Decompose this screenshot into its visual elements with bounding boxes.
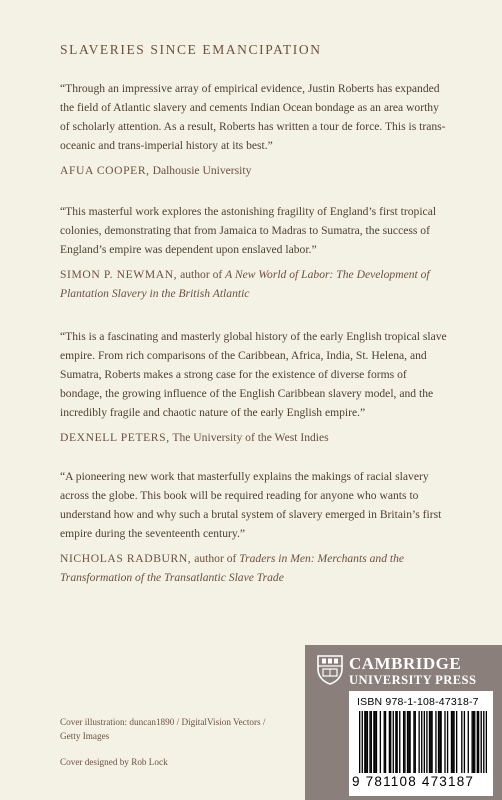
barcode-bars — [359, 711, 487, 773]
blurb-attribution — [60, 265, 450, 303]
barcode-bar — [464, 711, 465, 773]
blurb-attribution — [60, 428, 450, 447]
barcode-bar — [362, 711, 363, 773]
publisher-panel — [305, 645, 502, 800]
barcode-bar — [453, 711, 454, 773]
barcode-bar — [424, 711, 425, 773]
barcode-bar — [371, 711, 372, 773]
blurb-quote: “This is a fascinating and masterly global history of the early English tropical slave empire. From rich comparisons of the Caribbean, Africa, India, St. Helena, and Sumatra, Roberts makes a strong case for the existence of diverse forms of bondage, the growing influence of the English Caribbean slavery model, and the incredibly fragile and chaotic nature of the early English empire.” — [60, 330, 447, 419]
barcode-bar — [395, 711, 396, 773]
barcode-bar — [451, 711, 452, 773]
publisher-subname: UNIVERSITY PRESS — [349, 673, 477, 687]
barcode-bar — [439, 711, 440, 773]
barcode-bar — [390, 711, 391, 773]
barcode-bar — [452, 711, 453, 773]
barcode-bar — [409, 711, 410, 773]
barcode-bar — [359, 711, 360, 773]
barcode-bar — [403, 711, 404, 773]
publisher-logo — [317, 655, 476, 687]
barcode-bar — [389, 711, 390, 773]
blurb-quote: “This masterful work explores the astonishing fragility of England’s first tropical colonies, demonstrating that from Jamaica to Madras to Sumatra, the success of England’s empire was dependent upon enslaved labor.” — [60, 205, 437, 256]
blurb-quote: “Through an impressive array of empirical evidence, Justin Roberts has expanded the field of Atlantic slavery and cements Indian Ocean bondage as an area worthy of scholarly attention. As a result, Roberts has written a tour de force. This is trans-oceanic and trans-imperial history at its best.” — [60, 82, 446, 152]
endorser-book-title: Traders in Men: Merchants and the Transformation of the Transatlantic Slave Trade — [60, 552, 405, 584]
barcode-bar — [375, 711, 376, 773]
barcode-bar — [478, 711, 479, 773]
barcode-bar — [471, 711, 472, 773]
barcode-bar — [444, 711, 445, 773]
barcode-bar — [486, 711, 487, 773]
barcode-bar — [399, 711, 400, 773]
barcode-bar — [473, 711, 474, 773]
blurb-quote: “A pioneering new work that masterfully explains the makings of racial slavery across the globe. This book will be required reading for anyone who wants to understand how and why such a brutal system of slavery emerged in Britain’s first empire during the seventeenth century.” — [60, 470, 442, 540]
blurb-peters — [60, 327, 450, 447]
barcode — [349, 691, 493, 796]
barcode-digits: 9 781108 473187 — [352, 774, 475, 789]
barcode-bar — [413, 711, 414, 773]
barcode-bar — [364, 711, 365, 773]
designer-credit: Cover designed by Rob Lock — [60, 757, 168, 767]
endorser-affiliation: Dalhousie University — [149, 164, 252, 177]
barcode-bar — [367, 711, 368, 773]
barcode-bar — [384, 711, 385, 773]
barcode-bar — [447, 711, 448, 773]
barcode-bar — [380, 711, 381, 773]
barcode-bar — [376, 711, 377, 773]
barcode-bar — [369, 711, 370, 773]
barcode-bar — [393, 711, 394, 773]
barcode-bar — [456, 711, 457, 773]
barcode-bar — [385, 711, 386, 773]
endorser-book-title: A New World of Labor: The Development of Plantation Slavery in the British Atlantic — [60, 268, 430, 300]
endorser-name: NICHOLAS RADBURN, — [60, 552, 192, 565]
blurb-radburn — [60, 467, 450, 587]
barcode-bar — [429, 711, 430, 773]
barcode-bar — [418, 711, 419, 773]
barcode-bar — [421, 711, 422, 773]
endorser-affiliation: author of — [191, 552, 240, 565]
barcode-bar — [438, 711, 439, 773]
blurb-attribution — [60, 161, 450, 180]
barcode-bar — [426, 711, 427, 773]
barcode-bar — [468, 711, 469, 773]
endorser-name: AFUA COOPER, — [60, 164, 150, 177]
barcode-bar — [404, 711, 405, 773]
isbn-label: ISBN 978-1-108-47318-7 — [357, 696, 479, 708]
barcode-bar — [481, 711, 482, 773]
barcode-bar — [483, 711, 484, 773]
barcode-bar — [461, 711, 462, 773]
blurb-attribution — [60, 549, 450, 587]
barcode-bar — [408, 711, 409, 773]
endorser-name: DEXNELL PETERS, — [60, 431, 170, 444]
barcode-bar — [415, 711, 416, 773]
barcode-bar — [435, 711, 436, 773]
illustration-credit: Cover illustration: duncan1890 / DigitalVision Vectors / Getty Images — [60, 717, 266, 741]
endorser-affiliation: The University of the West Indies — [169, 431, 329, 444]
barcode-bar — [365, 711, 366, 773]
publisher-name: CAMBRIDGE — [349, 654, 462, 673]
barcode-bar — [474, 711, 475, 773]
endorser-name: SIMON P. NEWMAN, — [60, 268, 178, 281]
barcode-bar — [430, 711, 431, 773]
barcode-bar — [440, 711, 441, 773]
barcode-bar — [396, 711, 397, 773]
cambridge-shield-icon — [317, 655, 343, 685]
barcode-bar — [477, 711, 478, 773]
barcode-bar — [373, 711, 374, 773]
blurb-newman — [60, 202, 450, 303]
blurb-cooper — [60, 79, 450, 180]
barcode-bar — [407, 711, 408, 773]
series-title: SLAVERIES SINCE EMANCIPATION — [60, 42, 322, 57]
barcode-bar — [431, 711, 432, 773]
endorser-affiliation: author of — [177, 268, 226, 281]
